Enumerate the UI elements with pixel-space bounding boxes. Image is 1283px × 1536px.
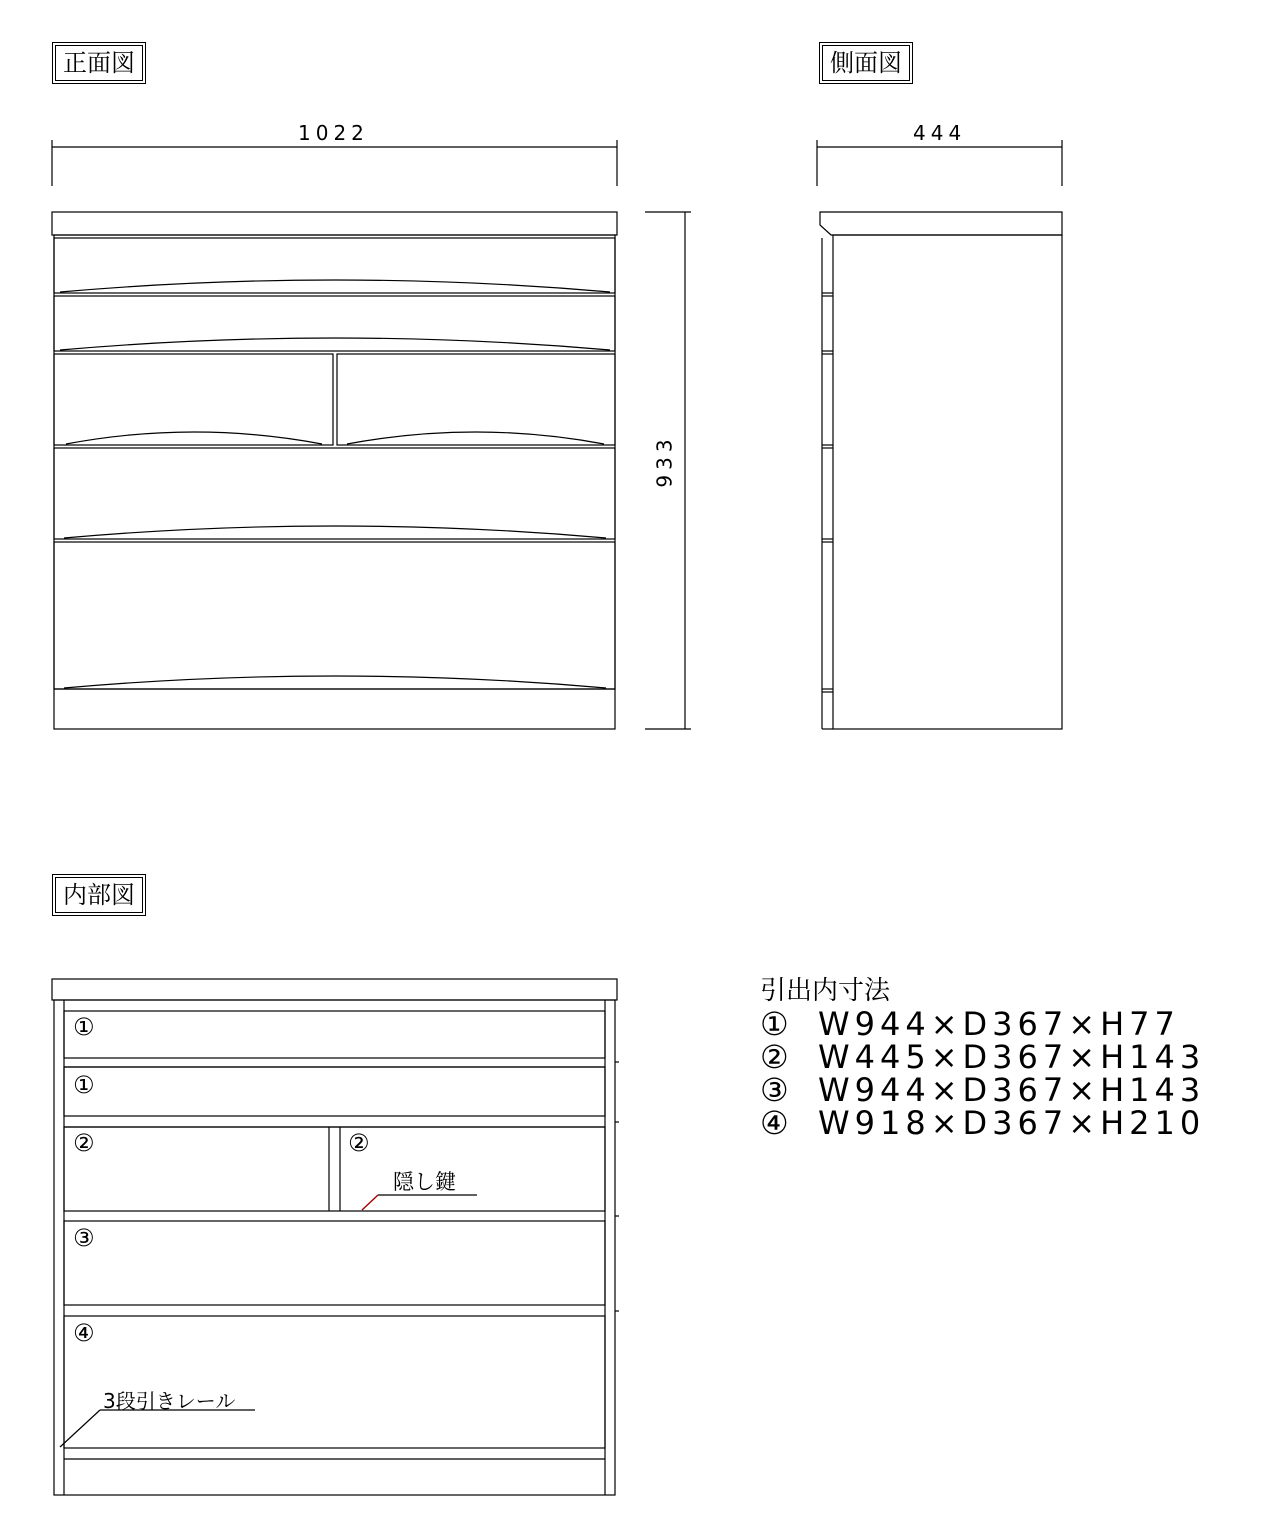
- front-drawer-4: [54, 448, 615, 539]
- interior-body: [54, 1000, 615, 1495]
- interior-compartment-5: [64, 1316, 605, 1448]
- front-drawer-1: [54, 238, 615, 293]
- interior-mark-4: ②: [348, 1129, 370, 1157]
- front-drawer-4-curve: [64, 526, 606, 538]
- front-view-label-text: 正面図: [55, 45, 143, 81]
- front-drawer-2: [54, 296, 615, 351]
- front-drawer-1-curve: [60, 280, 610, 292]
- front-drawer-5-curve: [64, 676, 606, 688]
- side-depth-dim-text: 444: [913, 121, 967, 145]
- spec-title: 引出内寸法: [760, 976, 891, 1006]
- front-drawer-3-left: [54, 354, 333, 445]
- hidden-lock-label: 隠し鍵: [393, 1170, 456, 1194]
- interior-mark-3: ②: [73, 1129, 95, 1157]
- front-width-dim-text: 1022: [298, 121, 369, 145]
- side-top-plate: [820, 212, 1062, 235]
- spec-item-2-text: W445×D367×H143: [818, 1038, 1206, 1076]
- hidden-lock-leader-arrow: [362, 1195, 378, 1210]
- side-view-label-text: 側面図: [822, 45, 910, 81]
- interior-compartment-3: [64, 1127, 605, 1211]
- front-drawer-5: [54, 542, 615, 689]
- front-drawer-3-right-curve: [347, 432, 604, 444]
- spec-item-4-num: ④: [760, 1104, 789, 1142]
- front-drawer-3-right: [337, 354, 615, 445]
- interior-compartment-1: [64, 1011, 605, 1058]
- interior-mark-5: ③: [73, 1224, 95, 1252]
- interior-compartment-2: [64, 1067, 605, 1116]
- interior-mark-6: ④: [73, 1319, 95, 1347]
- front-height-dim-text: 933: [652, 434, 677, 488]
- interior-view-label-text: 内部図: [55, 877, 143, 913]
- spec-item-3-num: ③: [760, 1071, 789, 1109]
- spec-item-1-num: ①: [760, 1005, 789, 1043]
- interior-mark-1: ①: [73, 1013, 95, 1041]
- spec-item-1-text: W944×D367×H77: [818, 1005, 1180, 1043]
- interior-view-drawing: [52, 979, 619, 1495]
- spec-item-2-num: ②: [760, 1038, 789, 1076]
- spec-item-3-text: W944×D367×H143: [818, 1071, 1206, 1109]
- front-view-drawing: [52, 140, 691, 729]
- rail-leader-diag: [60, 1410, 100, 1447]
- side-view-drawing: [817, 140, 1062, 729]
- front-drawer-2-curve: [60, 338, 610, 350]
- interior-compartment-4: [64, 1221, 605, 1305]
- interior-mark-2: ①: [73, 1071, 95, 1099]
- front-body: [54, 235, 615, 729]
- front-top-plate: [52, 212, 617, 235]
- side-body: [833, 235, 1062, 729]
- rail-label: 3段引きレール: [103, 1389, 236, 1413]
- front-drawer-3-left-curve: [66, 432, 322, 444]
- interior-top-plate: [52, 979, 617, 1000]
- spec-item-4-text: W918×D367×H210: [818, 1104, 1206, 1142]
